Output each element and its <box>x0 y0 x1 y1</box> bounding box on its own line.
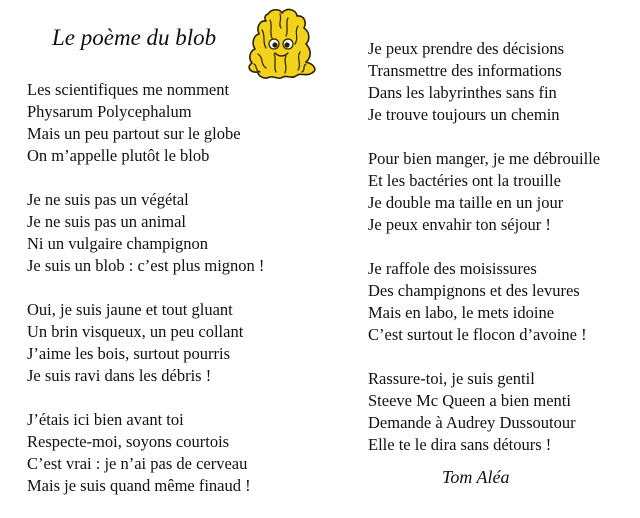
poem-line: Je raffole des moisissures <box>368 259 537 278</box>
poem-line: Respecte-moi, soyons courtois <box>27 432 230 451</box>
poem-line: Transmettre des informations <box>368 61 562 80</box>
poem-line: Mais je suis quand même finaud ! <box>27 476 251 495</box>
poem-line: Un brin visqueux, un peu collant <box>27 322 244 341</box>
poem-line: Et les bactéries ont la trouille <box>368 171 561 190</box>
blob-illustration <box>244 6 322 80</box>
poem-line: Les scientifiques me nomment <box>27 80 230 99</box>
poem-line: Steeve Mc Queen a bien menti <box>368 391 571 410</box>
poem-line: Je peux prendre des décisions <box>368 39 565 58</box>
stanza-4 <box>27 409 264 497</box>
poem-line: Elle te le dira sans détours ! <box>368 435 552 454</box>
poem-title: Le poème du blob <box>52 25 217 50</box>
poem-line: Pour bien manger, je me débrouille <box>368 149 601 168</box>
poem-line: On m’appelle plutôt le blob <box>27 146 210 165</box>
poem-line: J’aime les bois, surtout pourris <box>27 344 231 363</box>
poem-line: J’étais ici bien avant toi <box>27 410 184 429</box>
poem-line: Je trouve toujours un chemin <box>368 105 560 124</box>
poem-line: C’est surtout le flocon d’avoine ! <box>368 325 587 344</box>
poem-line: C’est vrai : je n’ai pas de cerveau <box>27 454 248 473</box>
poem-line: Je suis un blob : c’est plus mignon ! <box>27 256 265 275</box>
poem-line: Je double ma taille en un jour <box>368 193 564 212</box>
poem-author: Tom Aléa <box>442 467 510 487</box>
stanza-5 <box>368 38 600 126</box>
stanza-1 <box>27 79 264 167</box>
stanza-8 <box>368 368 600 456</box>
stanza-3 <box>27 299 264 387</box>
poem-line: Rassure-toi, je suis gentil <box>368 369 535 388</box>
stanza-2 <box>27 189 264 277</box>
poem-line: Mais en labo, le mets idoine <box>368 303 555 322</box>
poem-line: Ni un vulgaire champignon <box>27 234 209 253</box>
stanza-6 <box>368 148 600 236</box>
poem-line: Oui, je suis jaune et tout gluant <box>27 300 233 319</box>
poem-line: Demande à Audrey Dussoutour <box>368 413 576 432</box>
poem-line: Je ne suis pas un animal <box>27 212 187 231</box>
poem-line: Dans les labyrinthes sans fin <box>368 83 557 102</box>
stanza-7 <box>368 258 600 346</box>
poem-right-column <box>368 38 600 456</box>
poem-line: Physarum Polycephalum <box>27 102 192 121</box>
poem-line: Je peux envahir ton séjour ! <box>368 215 551 234</box>
poem-line: Mais un peu partout sur le globe <box>27 124 241 143</box>
poem-line: Des champignons et des levures <box>368 281 580 300</box>
poem-line: Je ne suis pas un végétal <box>27 190 189 209</box>
poem-left-column <box>27 79 264 497</box>
poem-line: Je suis ravi dans les débris ! <box>27 366 212 385</box>
